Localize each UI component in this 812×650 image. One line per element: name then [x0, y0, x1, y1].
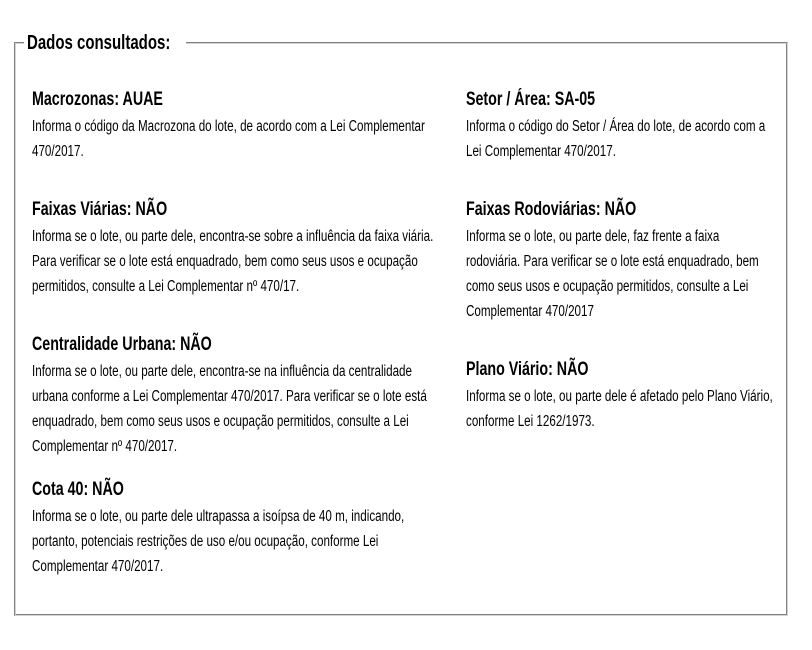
block-heading: Macrozonas: AUAE — [32, 89, 163, 110]
block-body — [32, 114, 467, 164]
dados-consultados-panel — [14, 32, 788, 616]
body-line: conforme Lei 1262/1973. — [466, 413, 595, 430]
body-line: Complementar 470/2017. — [32, 558, 164, 575]
block-heading: Faixas Viárias: NÃO — [32, 199, 168, 220]
body-line: Informa o código da Macrozona do lote, de acordo com a Lei Complementar — [32, 118, 425, 135]
block-setor-area — [466, 88, 811, 164]
panel-legend-label: Dados consultados: — [27, 32, 171, 54]
body-line: Informa o código do Setor / Área do lote, de acordo com a — [466, 118, 766, 135]
block-body — [32, 504, 467, 579]
block-faixas-viarias — [32, 198, 467, 299]
body-line: rodoviária. Para verificar se o lote está enquadrado, bem — [466, 253, 759, 270]
block-centralidade-urbana — [32, 333, 467, 459]
body-line: Informa se o lote, ou parte dele, faz frente a faixa — [466, 228, 720, 245]
block-heading: Faixas Rodoviárias: NÃO — [466, 199, 637, 220]
body-line: urbana conforme a Lei Complementar 470/2017. Para verificar se o lote está — [32, 388, 427, 405]
block-body — [466, 224, 811, 324]
block-heading: Centralidade Urbana: NÃO — [32, 334, 212, 355]
block-plano-viario — [466, 358, 811, 434]
block-body — [466, 114, 811, 164]
body-line: como seus usos e ocupação permitidos, consulte a Lei — [466, 278, 749, 295]
body-line: Informa se o lote, ou parte dele, encontra-se sobre a influência da faixa viária. — [32, 228, 434, 245]
panel-legend — [24, 30, 186, 56]
body-line: Informa se o lote, ou parte dele, encontra-se na influência da centralidade — [32, 363, 412, 380]
body-line: Complementar 470/2017 — [466, 303, 594, 320]
body-line: Para verificar se o lote está enquadrado, bem como seus usos e ocupação — [32, 253, 418, 270]
block-faixas-rodoviarias — [466, 198, 811, 324]
body-line: permitidos, consulte a Lei Complementar nº 470/17. — [32, 278, 300, 295]
body-line: 470/2017. — [32, 143, 84, 160]
block-heading: Setor / Área: SA-05 — [466, 89, 596, 110]
body-line: portanto, potenciais restrições de uso e/ou ocupação, conforme Lei — [32, 533, 379, 550]
body-line: Complementar nº 470/2017. — [32, 438, 178, 455]
block-heading: Cota 40: NÃO — [32, 479, 124, 500]
body-line: Lei Complementar 470/2017. — [466, 143, 616, 160]
block-cota-40 — [32, 478, 467, 579]
block-macrozonas — [32, 88, 467, 164]
left-column — [32, 88, 467, 613]
block-heading: Plano Viário: NÃO — [466, 359, 589, 380]
body-line: Informa se o lote, ou parte dele é afetado pelo Plano Viário, — [466, 388, 773, 405]
body-line: enquadrado, bem como seus usos e ocupação permitidos, consulte a Lei — [32, 413, 409, 430]
block-body — [32, 359, 467, 459]
body-line: Informa se o lote, ou parte dele ultrapassa a isoípsa de 40 m, indicando, — [32, 508, 405, 525]
block-body — [32, 224, 467, 299]
block-body — [466, 384, 811, 434]
right-column — [466, 88, 811, 468]
